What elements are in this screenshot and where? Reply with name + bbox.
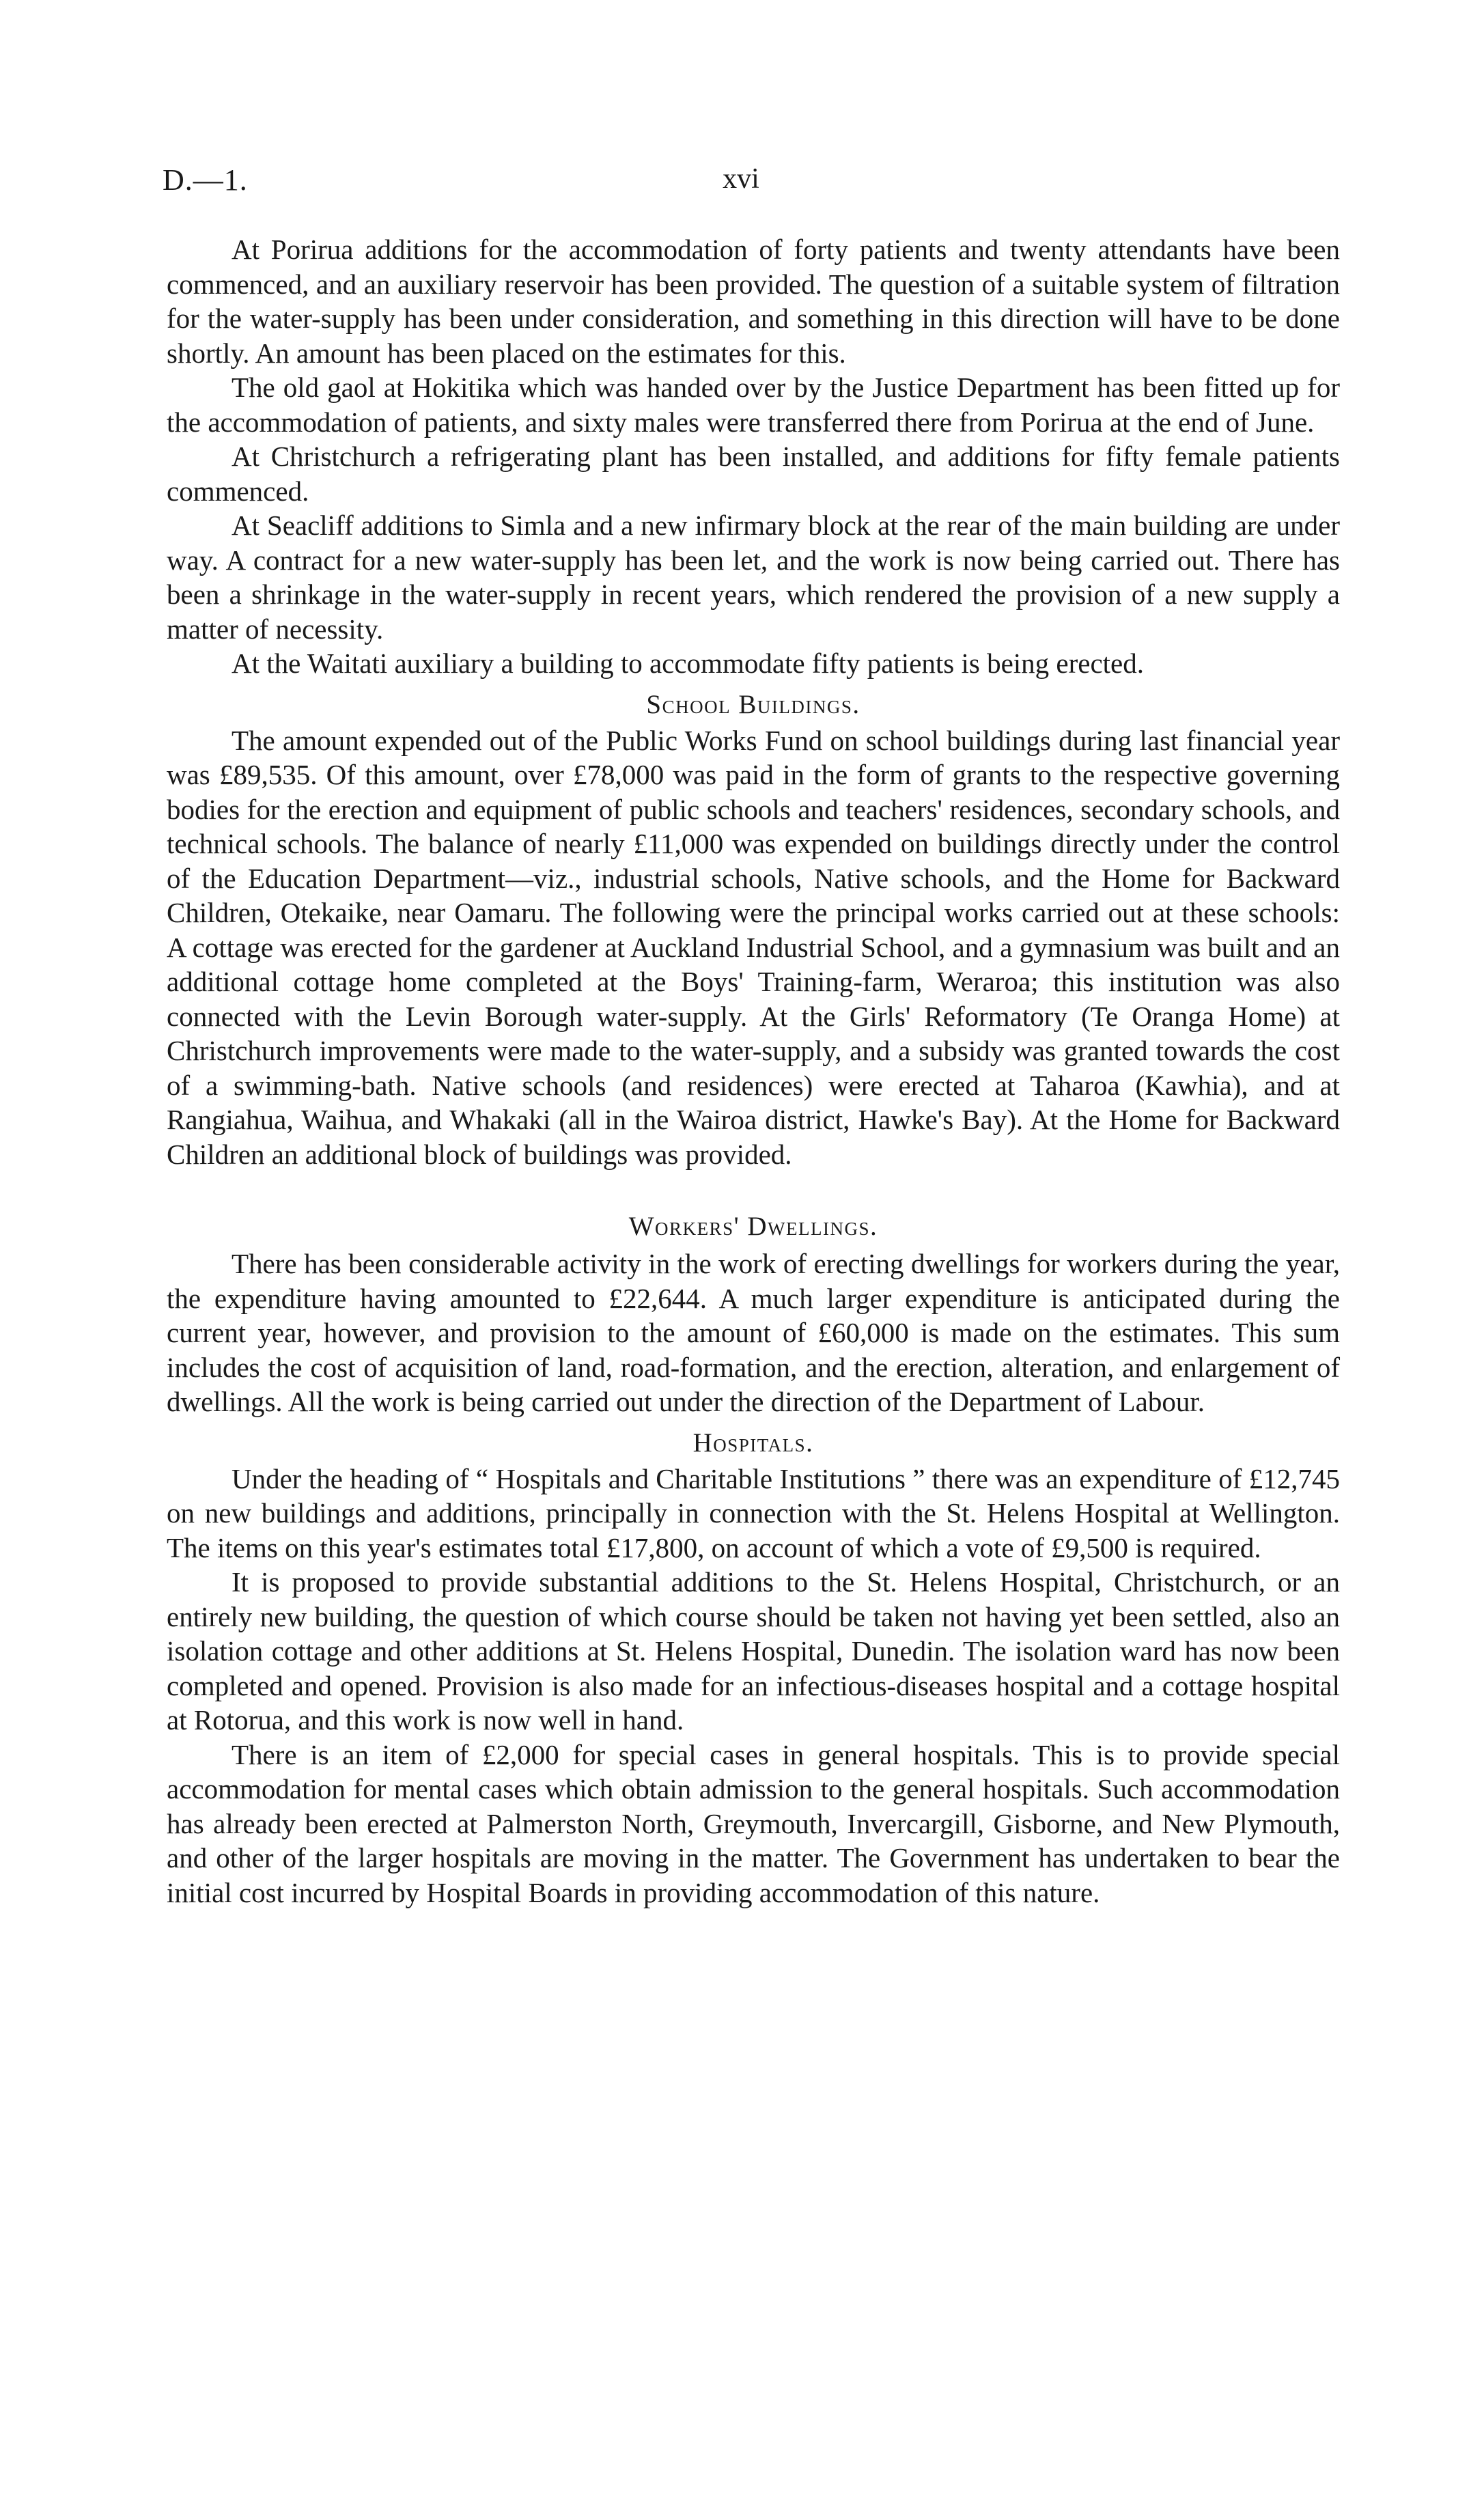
section-heading-hospitals: Hospitals. xyxy=(692,1427,814,1458)
section-workers-dwellings xyxy=(167,1210,1340,1419)
parliamentary-paper-code: D.—1. xyxy=(163,163,248,197)
paragraph: At Christchurch a refrigerating plant has been installed, and additions for fifty female patients commenced. xyxy=(167,441,1340,507)
paragraph: The old gaol at Hokitika which was handed over by the Justice Department has been fitted up for the accommodation of patients, and sixty males were transferred there from Porirua at the end of June. xyxy=(167,372,1340,438)
paragraph: There has been considerable activity in the work of erecting dwellings for workers during the year, the expenditure having amounted to £22,644. A much larger expenditure is anticipated during the current year, however, and provision to the amount of £60,000 is made on the estimates. This sum includes the cost of acquisition of land, road-formation, and the erection, alteration, and enlargement of dwellings. All the work is being carried out under the direction of the Department of Labour. xyxy=(167,1248,1340,1417)
paragraph: Under the heading of “ Hospitals and Charitable Institutions ” there was an expenditure of £12,745 on new buildings and additions, principally in connection with the St. Helens Hospital at Wellington. The items on this year's estimates total £17,800, on account of which a vote of £9,500 is required. xyxy=(167,1462,1340,1563)
paragraph: At Porirua additions for the accommodation of forty patients and twenty attendants have been commenced, and an auxiliary reservoir has been provided. The question of a suitable system of filtration for the water-supply has been under consideration, and something in this direction will have to be done shortly. An amount has been placed on the estimates for this. xyxy=(167,234,1340,369)
paragraph: At the Waitati auxiliary a building to accommodate fifty patients is being erected. xyxy=(232,647,1145,679)
body-text xyxy=(167,232,1340,1910)
paragraph: It is proposed to provide substantial additions to the St. Helens Hospital, Christchurch, or an entirely new building, the question of which course should be taken not having yet been settled, also an isolation cottage and other additions at St. Helens Hospital, Dunedin. The isolation ward has now been completed and opened. Provision is also made for an infectious-diseases hospital and a cottage hospital at Rotorua, and this work is now well in hand. xyxy=(167,1566,1340,1736)
section-asylums xyxy=(167,232,1340,681)
page-number: xvi xyxy=(723,163,759,195)
section-school-buildings xyxy=(167,688,1340,1172)
paragraph: There is an item of £2,000 for special cases in general hospitals. This is to provide special accommodation for mental cases which obtain admission to the general hospitals. Such accommodation has already been erected at Palmerston North, Greymouth, Invercargill, Gisborne, and New Plymouth, and other of the larger hospitals are moving in the matter. The Government has undertaken to bear the initial cost incurred by Hospital Boards in providing accommodation of this nature. xyxy=(167,1738,1340,1908)
section-hospitals xyxy=(167,1426,1340,1910)
paragraph: The amount expended out of the Public Works Fund on school buildings during last financial year was £89,535. Of this amount, over £78,000 was paid in the form of grants to the respective governing bodies for the erection and equipment of public schools and teachers' residences, secondary schools, and technical schools. The balance of nearly £11,000 was expended on buildings directly under the control of the Education Department—viz., industrial schools, Native schools, and the Home for Backward Children, Otekaike, near Oamaru. The following were the principal works carried out at these schools: A cottage was erected for the gardener at Auckland Industrial School, and a gymnasium was built and an additional cottage home completed at the Boys' Training-farm, Weraroa; this institution was also connected with the Levin Borough water-supply. At the Girls' Reformatory (Te Oranga Home) at Christchurch improvements were made to the water-supply, and a subsidy was granted towards the cost of a swimming-bath. Native schools (and residences) were erected at Taharoa (Kawhia), and at Rangiahua, Waihua, and Whakaki (all in the Wairoa district, Hawke's Bay). At the Home for Backward Children an additional block of buildings was provided. xyxy=(167,724,1340,1170)
section-heading-school-buildings: School Buildings. xyxy=(646,689,860,719)
section-heading-workers-dwellings: Workers' Dwellings. xyxy=(628,1212,878,1241)
paragraph: At Seacliff additions to Simla and a new infirmary block at the rear of the main building are under way. A contract for a new water-supply has been let, and the work is now being carried out. There has been a shrinkage in the water-supply in recent years, which rendered the provision of a new supply a matter of necessity. xyxy=(167,510,1340,645)
